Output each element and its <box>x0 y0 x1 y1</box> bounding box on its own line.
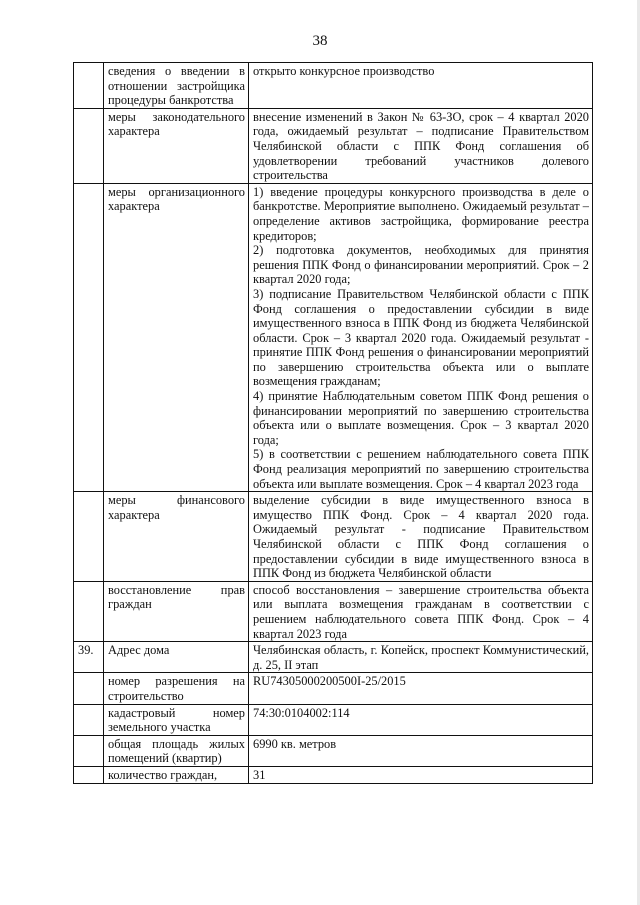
value-line: открыто конкурсное производство <box>253 64 435 78</box>
value-line: Челябинская область, г. Копейск, проспект Коммунистический, д. 25, II этап <box>253 643 589 672</box>
value-line: 4) принятие Наблюдательным советом ППК Фонд решения о финансировании мероприятий по завершению строительства объекта или о выплате возмещения. Срок – 3 квартал 2020 года; <box>253 389 589 447</box>
row-value <box>249 704 593 735</box>
value-line: 6990 кв. метров <box>253 736 337 751</box>
row-number <box>74 63 104 109</box>
value-line: способ восстановления – завершение строительства объекта или выплата возмещения гражданам в соответствии с решением наблюдательного совета ППК Фонд. Срок – 4 квартал 2023 года <box>253 582 589 641</box>
row-label: меры организационного характера <box>104 183 249 491</box>
page-number: 38 <box>312 33 328 49</box>
row-number <box>74 108 104 183</box>
row-label: сведения о введении в отношении застройщика процедуры банкротства <box>104 63 249 109</box>
row-number <box>74 492 104 582</box>
value-line: 74:30:0104002:114 <box>253 705 350 720</box>
row-label: Адрес дома <box>104 642 249 673</box>
value-line: 1) введение процедуры конкурсного производства в деле о банкротстве. Мероприятие выполнено. Ожидаемый результат – определение активов застройщика, формирование реестра кредиторов; <box>253 184 589 243</box>
row-label: восстановление прав граждан <box>104 581 249 641</box>
row-number <box>74 704 104 735</box>
row-number: 39. <box>74 642 104 673</box>
table-row <box>74 63 593 109</box>
row-value <box>249 183 593 491</box>
row-value <box>249 673 593 704</box>
row-value <box>249 108 593 183</box>
row-label: общая площадь жилых помещений (квартир) <box>104 735 249 766</box>
row-label: номер разрешения на строительство <box>104 673 249 704</box>
row-label: количество граждан, <box>104 766 249 783</box>
table-row <box>74 704 593 735</box>
project-table <box>73 62 593 784</box>
table-row <box>74 183 593 491</box>
row-label: меры финансового характера <box>104 492 249 582</box>
table-row <box>74 581 593 641</box>
value-line: RU74305000200500I-25/2015 <box>253 674 406 689</box>
row-value <box>249 735 593 766</box>
table-row <box>74 492 593 582</box>
row-number <box>74 735 104 766</box>
value-line: 31 <box>253 767 266 782</box>
row-value <box>249 766 593 783</box>
table-row <box>74 766 593 783</box>
table-row <box>74 108 593 183</box>
row-number <box>74 673 104 704</box>
value-line: 3) подписание Правительством Челябинской области с ППК Фонд соглашения о предоставлении субсидии в виде имущественного взноса в ППК Фонд из бюджета Челябинской области. Срок – 3 квартал 2020 года. Ожидаемый результат - принятие ППК Фонд решения о финансировании мероприятий по завершению строительства объекта или о выплате возмещения гражданам; <box>253 286 589 389</box>
row-value <box>249 492 593 582</box>
value-line: выделение субсидии в виде имущественного взноса в имущество ППК Фонд. Срок – 4 квартал 2020 года. Ожидаемый результат - подписание Правительством Челябинской области с ППК Фонд соглашения о предоставлении субсидии в виде имущественного взноса в ППК Фонд из бюджета Челябинской области <box>253 493 589 581</box>
value-line: внесение изменений в Закон № 63-ЗО, срок – 4 квартал 2020 года, ожидаемый результат – подписание Правительством Челябинской области с ППК Фонд соглашения об удовлетворении требований участников долевого строительства <box>253 109 589 183</box>
row-value <box>249 63 593 109</box>
table-row <box>74 735 593 766</box>
value-line: 2) подготовка документов, необходимых для принятия решения ППК Фонд о финансировании мероприятий. Срок – 2 квартал 2020 года; <box>253 243 589 287</box>
table-row <box>74 642 593 673</box>
row-label: меры законодательного характера <box>104 108 249 183</box>
row-number <box>74 183 104 491</box>
row-value <box>249 642 593 673</box>
row-number <box>74 766 104 783</box>
row-value <box>249 581 593 641</box>
row-label: кадастровый номер земельного участка <box>104 704 249 735</box>
value-line: 5) в соответствии с решением наблюдательного совета ППК Фонд реализация мероприятий по завершению строительства объекта или выплате возмещения. Срок – 4 квартал 2023 года <box>253 447 589 491</box>
row-number <box>74 581 104 641</box>
table-row <box>74 673 593 704</box>
